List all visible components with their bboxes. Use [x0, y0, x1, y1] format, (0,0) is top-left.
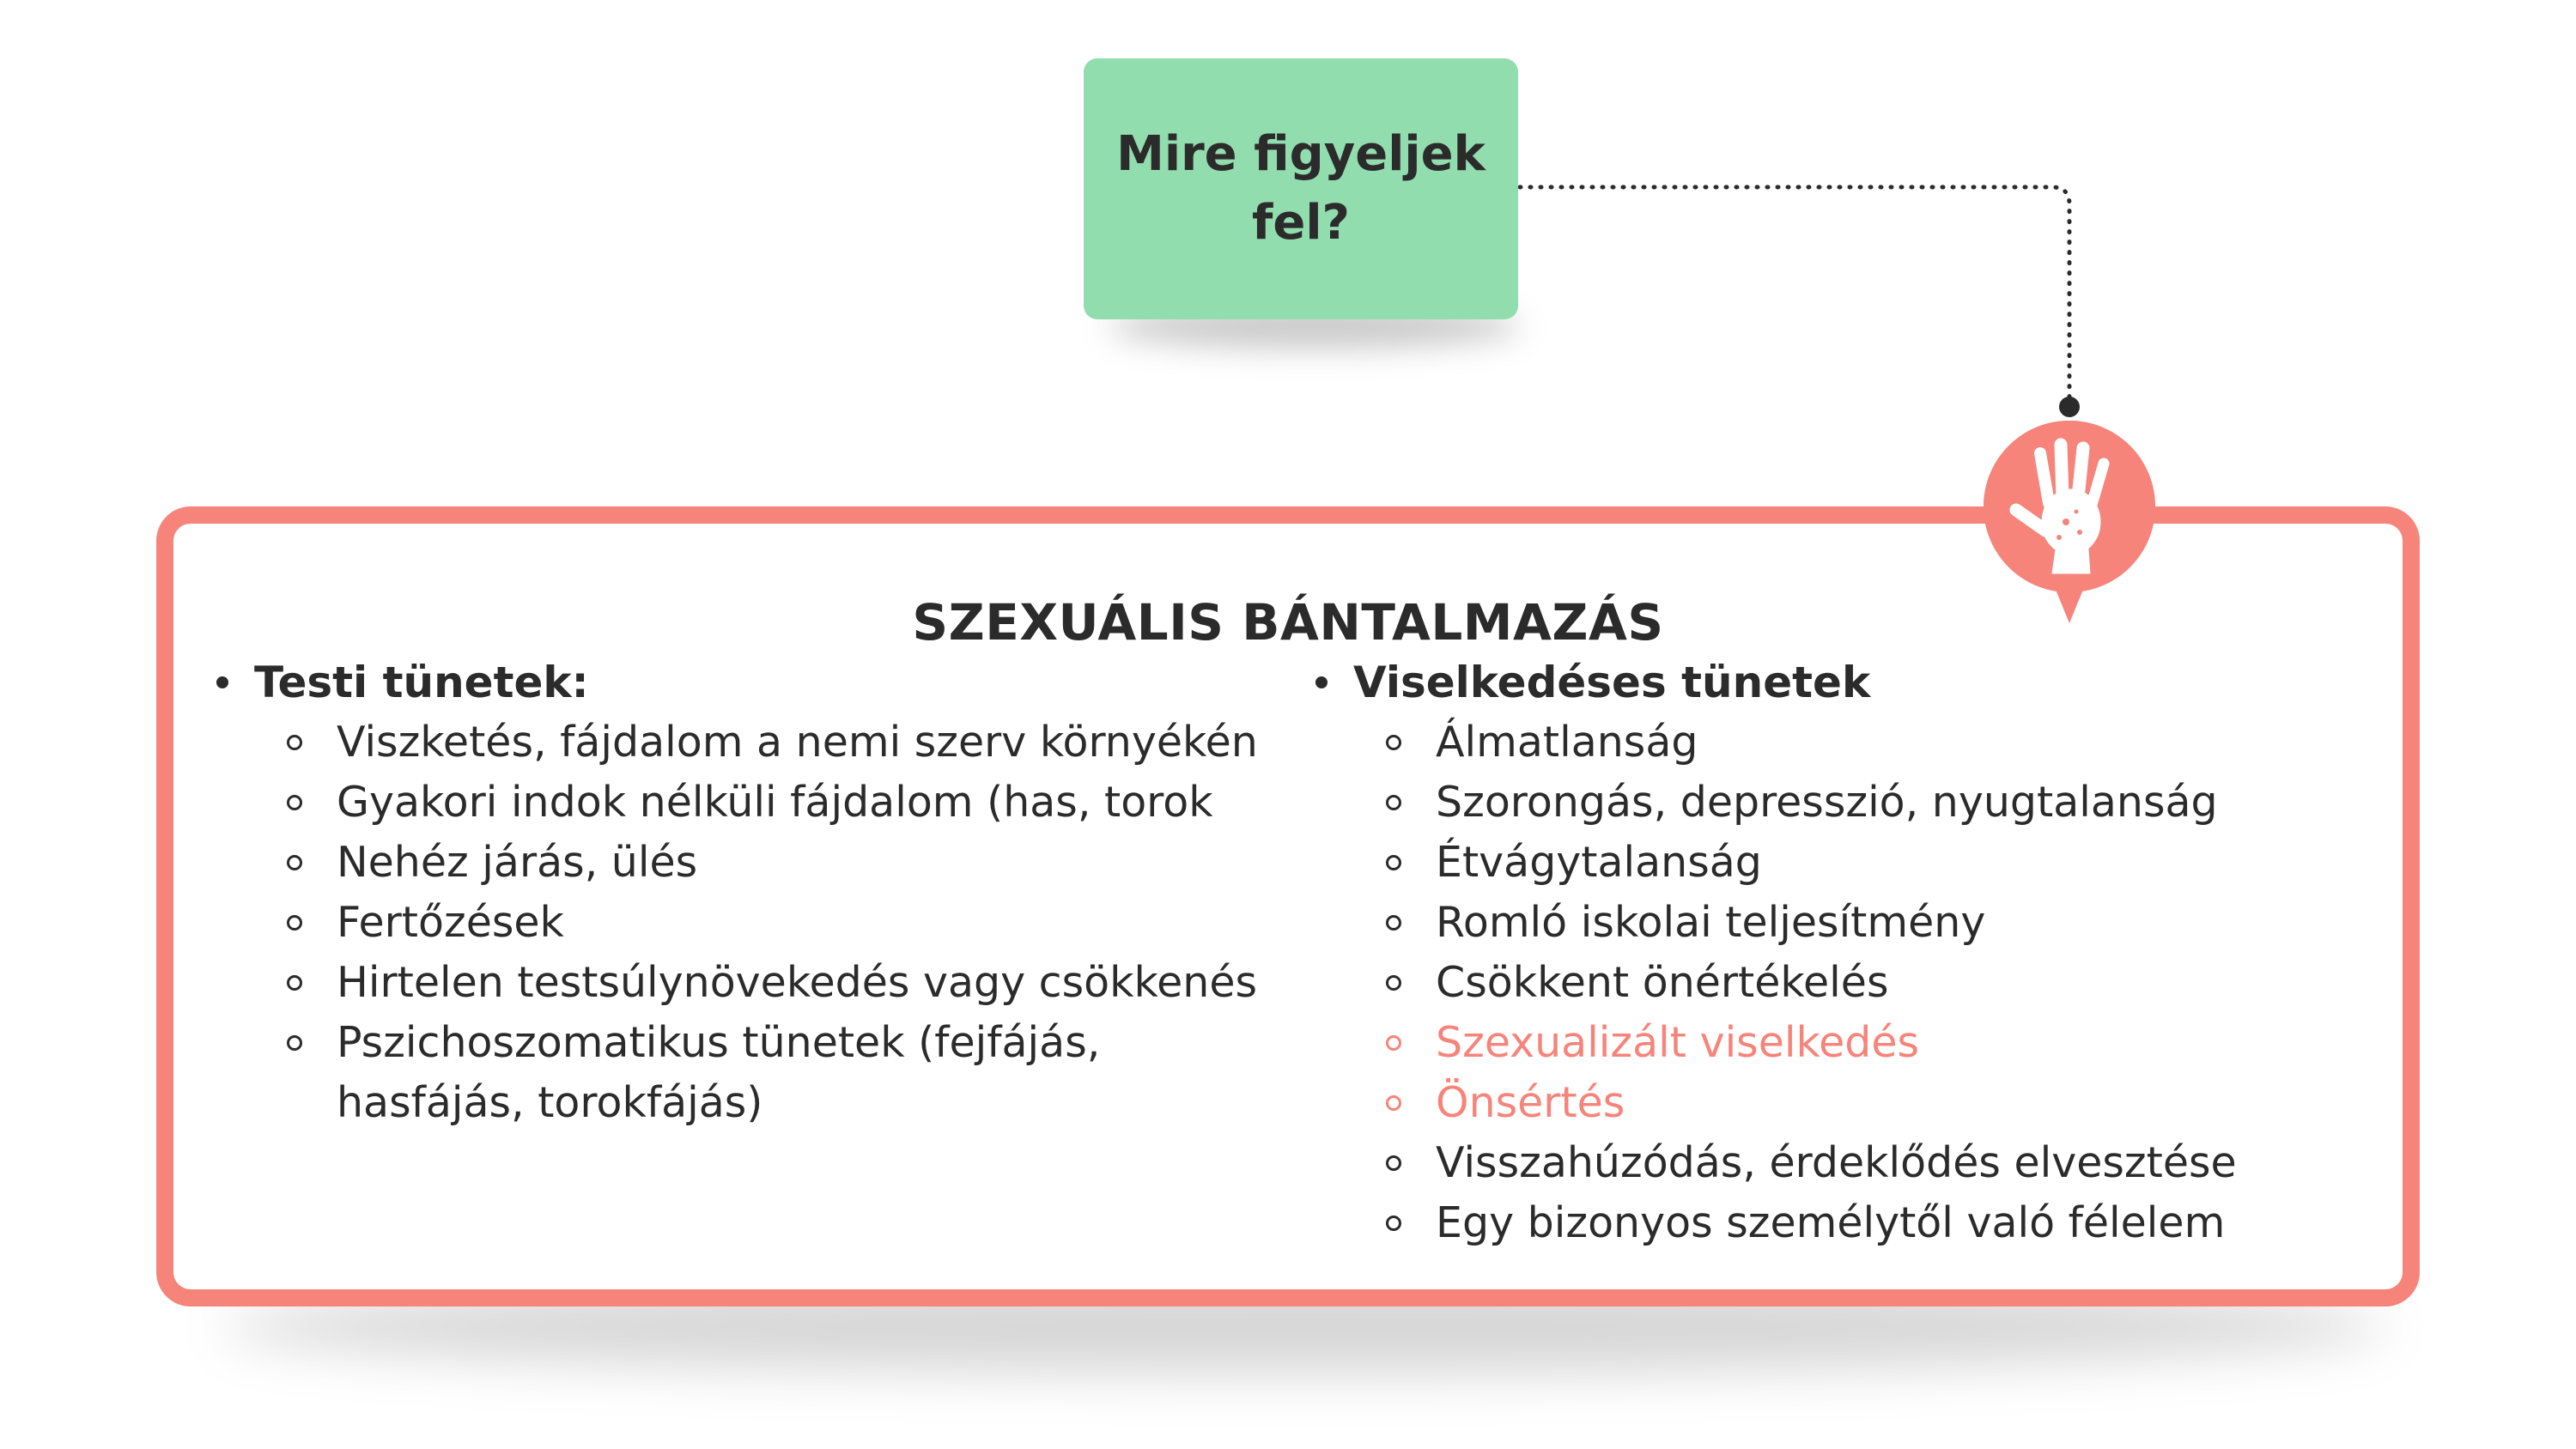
behavioral-symptom-item: Álmatlanság	[1386, 712, 2380, 773]
connector-end-dot	[2059, 397, 2080, 417]
box-title: SZEXUÁLIS BÁNTALMAZÁS	[912, 593, 1664, 652]
behavioral-symptom-item: Egy bizonyos személytől való félelem	[1386, 1193, 2380, 1253]
bullet-dot-icon	[216, 676, 228, 688]
behavioral-symptom-item: Romló iskolai teljesítmény	[1386, 893, 2380, 953]
physical-symptom-item: Viszketés, fájdalom a nemi szerv környékén	[287, 712, 1281, 773]
physical-symptoms-heading-text: Testi tünetek:	[254, 658, 589, 707]
behavioral-symptom-item: Szexualizált viselkedés	[1386, 1013, 2380, 1073]
hand-print-icon	[1984, 421, 2155, 627]
behavioral-symptoms-heading	[1315, 652, 2380, 712]
physical-symptom-item: Fertőzések	[287, 893, 1281, 953]
behavioral-symptom-item: Csökkent önértékelés	[1386, 953, 2380, 1013]
physical-symptoms-heading	[216, 652, 1281, 712]
physical-symptom-item: Pszichoszomatikus tünetek (fejfájás, hasfájás, torokfájás)	[287, 1013, 1281, 1133]
physical-symptoms-list	[216, 712, 1281, 1133]
physical-symptom-item: Gyakori indok nélküli fájdalom (has, torok	[287, 773, 1281, 833]
bullet-dot-icon	[1315, 676, 1327, 688]
physical-symptoms-column	[216, 652, 1281, 1133]
physical-symptom-item: Hirtelen testsúlynövekedés vagy csökkenés	[287, 953, 1281, 1013]
behavioral-symptoms-heading-text: Viselkedéses tünetek	[1353, 658, 1871, 707]
behavioral-symptoms-column	[1315, 652, 2380, 1253]
behavioral-symptoms-list	[1315, 712, 2380, 1253]
behavioral-symptom-item: Szorongás, depresszió, nyugtalanság	[1386, 773, 2380, 833]
question-card	[1084, 58, 1518, 319]
physical-symptom-item: Nehéz járás, ülés	[287, 833, 1281, 893]
behavioral-symptom-item: Étvágytalanság	[1386, 833, 2380, 893]
question-text: Mire figyeljek fel?	[1116, 126, 1485, 251]
behavioral-symptom-item: Önsértés	[1386, 1073, 2380, 1133]
behavioral-symptom-item: Visszahúzódás, érdeklődés elvesztése	[1386, 1133, 2380, 1193]
